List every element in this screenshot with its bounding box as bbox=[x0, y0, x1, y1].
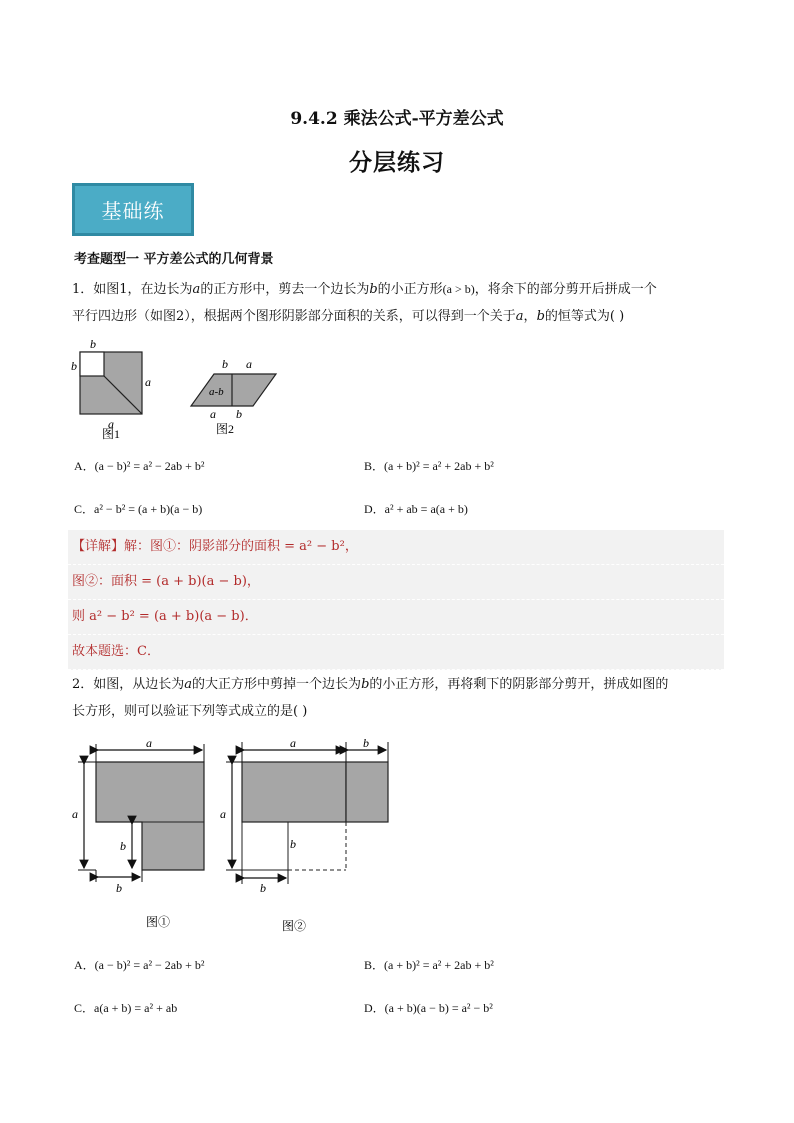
q1-fig1-a-right: a bbox=[145, 375, 151, 389]
q2-fig2-shape bbox=[242, 762, 388, 870]
q2-fig1-label: 图① bbox=[146, 915, 171, 929]
q1-option-c[interactable]: C．a² − b² = (a + b)(a − b) bbox=[74, 502, 203, 516]
q1-fig1-a-bottom: a bbox=[108, 417, 114, 431]
section-title: 考查题型一 平方差公式的几何背景 bbox=[74, 252, 274, 267]
q2-fig1-b-mid: b bbox=[120, 839, 126, 853]
q1-fig1-square bbox=[80, 352, 142, 414]
page-subtitle: 分层练习 bbox=[349, 149, 445, 176]
q1-option-d[interactable]: D．a² + ab = a(a + b) bbox=[364, 502, 468, 516]
q2-option-b[interactable]: B．(a + b)² = a² + 2ab + b² bbox=[364, 958, 494, 972]
q2-fig2-label: 图② bbox=[282, 919, 307, 933]
q2-figures bbox=[66, 734, 406, 934]
q2-option-c[interactable]: C．a(a + b) = a² + ab bbox=[74, 1001, 178, 1015]
q1-figures bbox=[66, 336, 296, 444]
q1-fig2-a-bottom: a bbox=[210, 407, 216, 421]
q2-fig2-b-bottom: b bbox=[260, 881, 266, 895]
q1-fig2-b-top: b bbox=[222, 357, 228, 371]
q1-fig2-amb: a-b bbox=[209, 386, 224, 398]
q1-fig1-b-left: b bbox=[71, 359, 77, 373]
question-1-text: 1．如图1，在边长为a的正方形中，剪去一个边长为b的小正方形(a > b)，将余下的部分剪开后拼成一个 平行四边形（如图2），根据两个图形阴影部分面积的关系，可以得到一个关于a，b的恒等式为( ) bbox=[72, 282, 657, 324]
q2-fig2-b-mid: b bbox=[290, 837, 296, 851]
q2-fig2-a-left: a bbox=[220, 807, 226, 821]
q1-fig2-parallelogram bbox=[191, 374, 276, 406]
solution-1-row-1: 【详解】解：图①：阴影部分的面积 = a² − b²， bbox=[68, 530, 724, 565]
q2-fig1-b-bottom: b bbox=[116, 881, 122, 895]
page-title: 9.4.2 乘法公式-平方差公式 bbox=[290, 109, 504, 129]
solution-1-block bbox=[68, 530, 724, 670]
solution-1-row-3: 则 a² − b² = (a + b)(a − b)． bbox=[68, 600, 724, 635]
q2-option-d[interactable]: D．(a + b)(a − b) = a² − b² bbox=[364, 1001, 493, 1015]
question-2-text: 2．如图，从边长为a的大正方形中剪掉一个边长为b的小正方形，再将剩下的阴影部分剪开，拼成如图的 长方形，则可以验证下列等式成立的是( ) bbox=[72, 677, 669, 719]
q2-fig2-a-top: a bbox=[290, 736, 296, 750]
q2-fig1-a-left: a bbox=[72, 807, 78, 821]
q1-fig2-label: 图2 bbox=[216, 422, 235, 436]
solution-1-row-4: 故本题选：C． bbox=[68, 635, 724, 670]
level-badge: 基础练 bbox=[72, 183, 194, 236]
q2-fig1-shape bbox=[96, 762, 204, 870]
q2-fig1-a-top: a bbox=[146, 736, 152, 750]
q1-fig2-b-bottom: b bbox=[236, 407, 242, 421]
q1-option-b[interactable]: B．(a + b)² = a² + 2ab + b² bbox=[364, 459, 494, 473]
q1-fig1-label: 图1 bbox=[102, 427, 121, 441]
q1-option-a[interactable]: A．(a − b)² = a² − 2ab + b² bbox=[74, 459, 205, 473]
q2-fig2-b-top: b bbox=[363, 736, 369, 750]
q2-option-a[interactable]: A．(a − b)² = a² − 2ab + b² bbox=[74, 958, 205, 972]
q1-fig2-a-top: a bbox=[246, 357, 252, 371]
solution-1-row-2: 图②：面积 = (a + b)(a − b)， bbox=[68, 565, 724, 600]
q1-fig1-b-top: b bbox=[90, 337, 96, 351]
